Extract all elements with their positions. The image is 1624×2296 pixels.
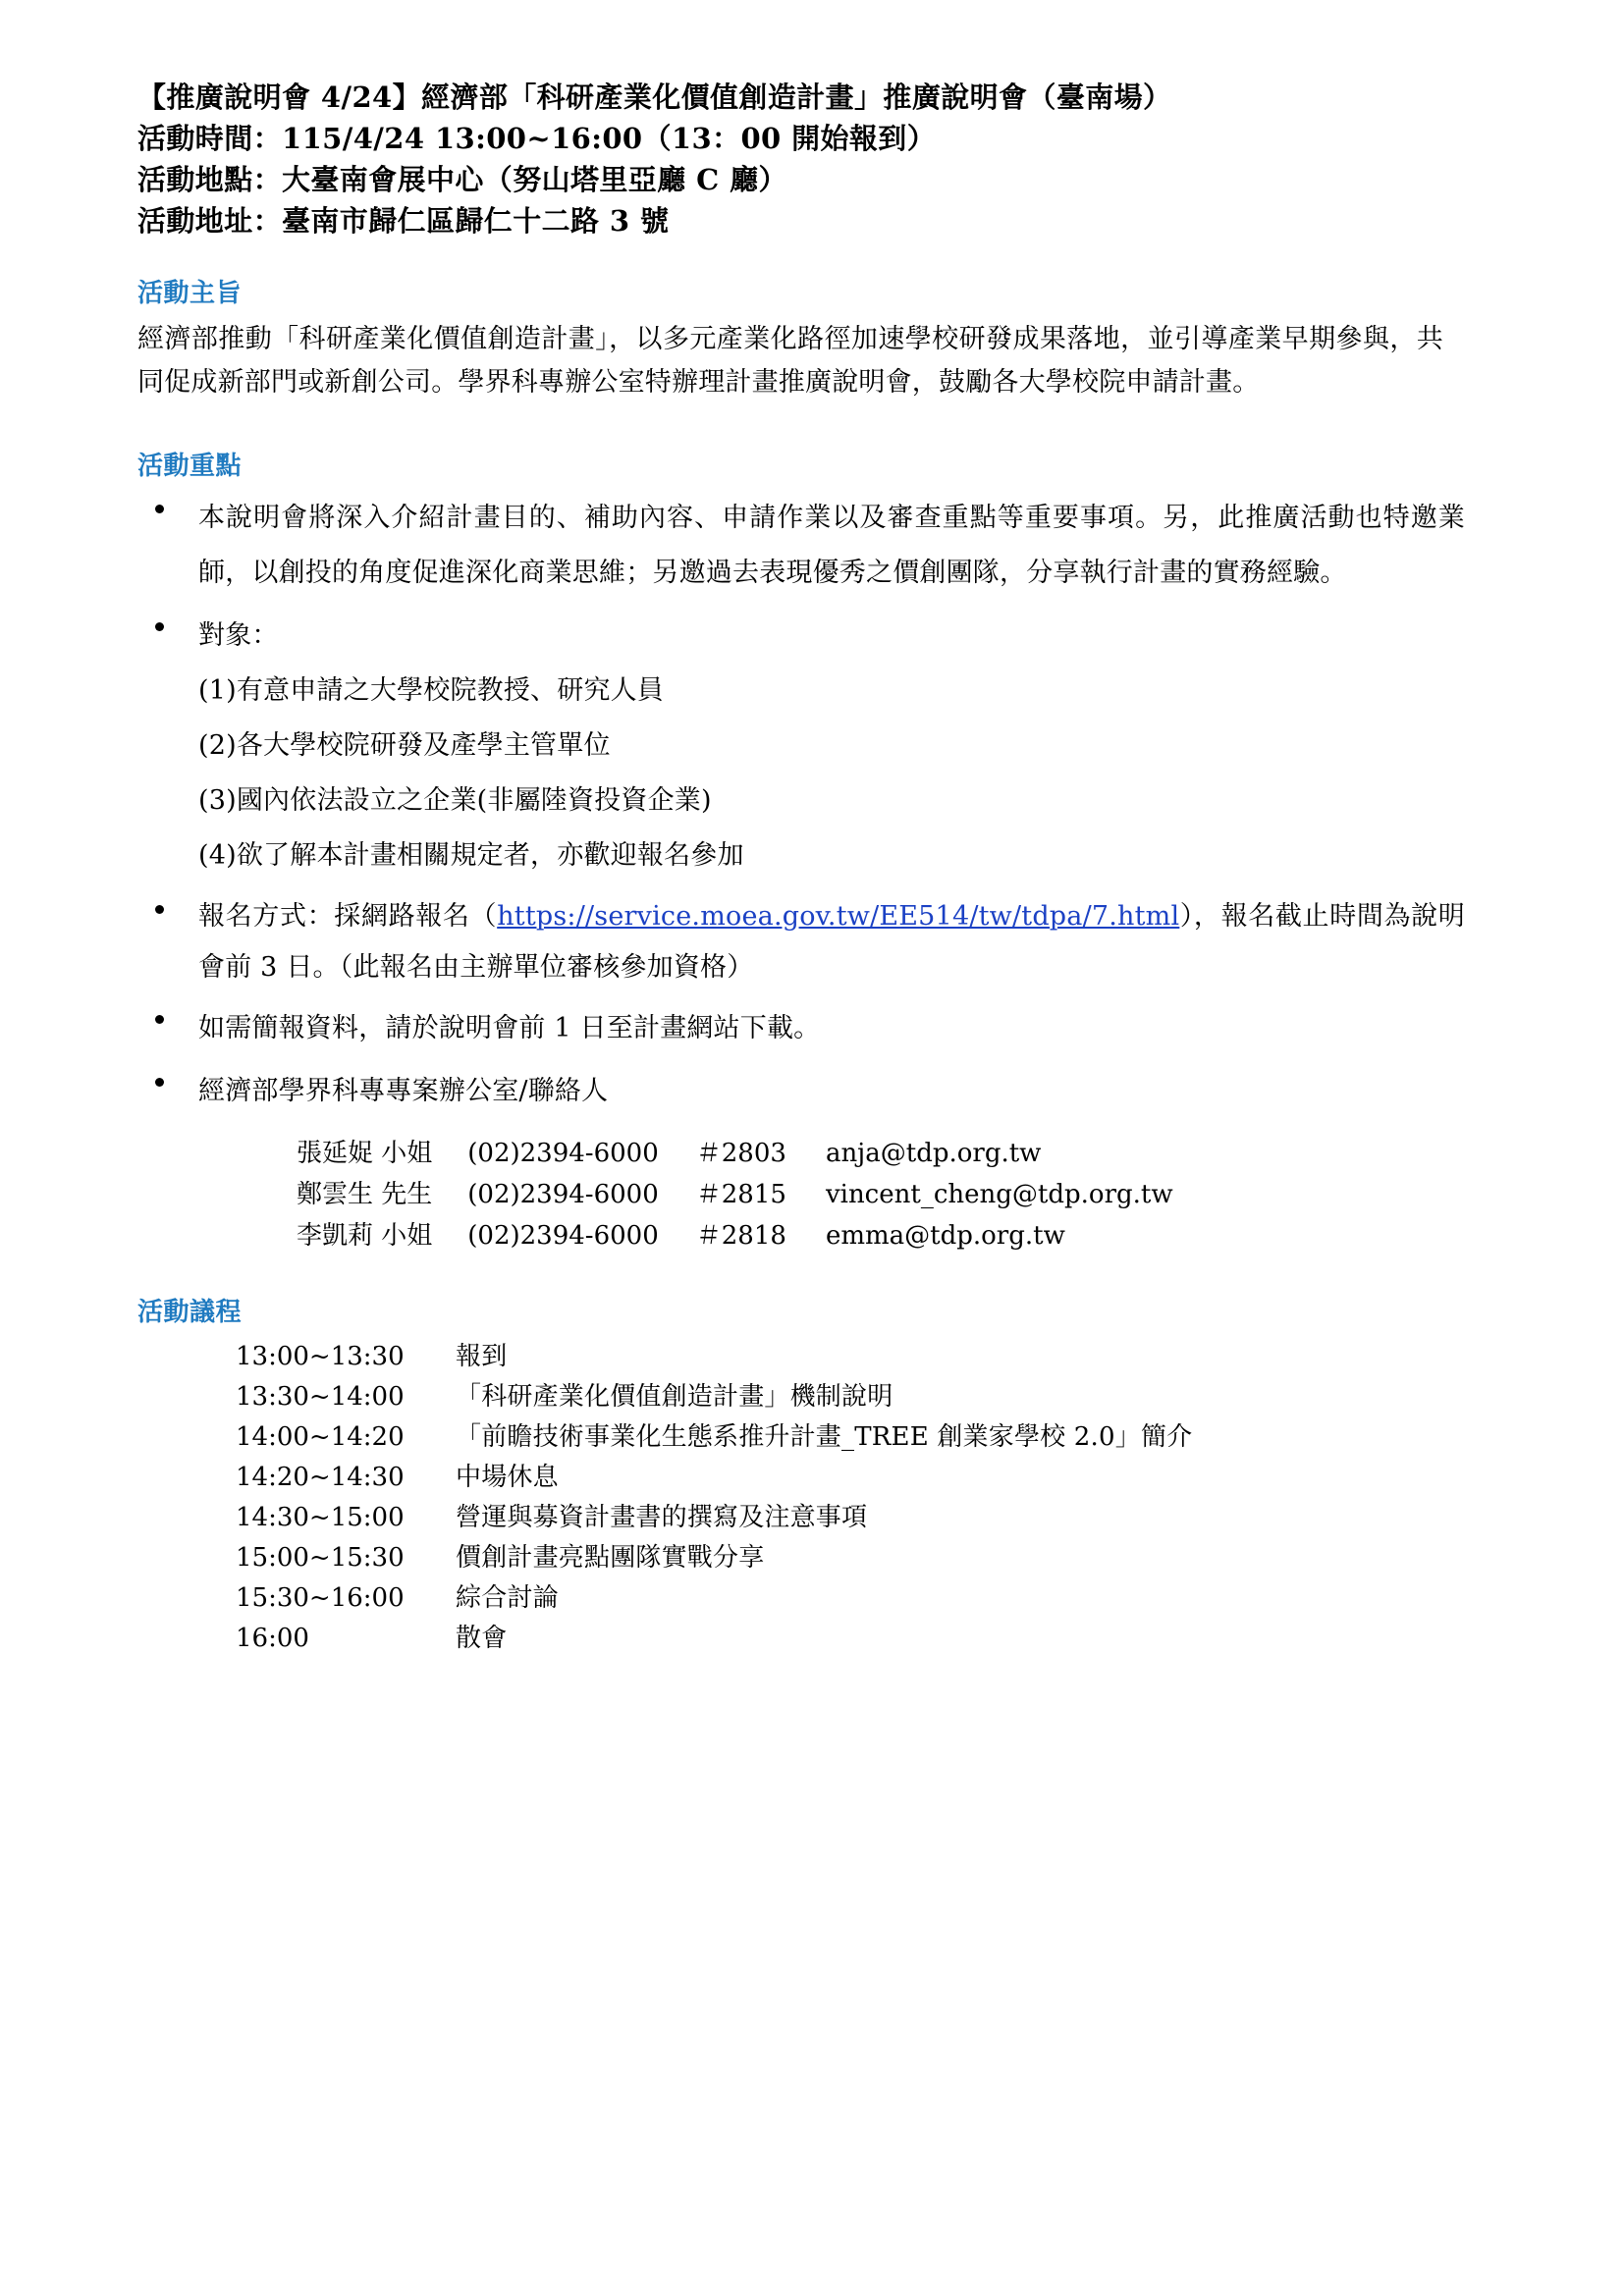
contact-ext: ＃2803 <box>695 1139 786 1168</box>
section-purpose-paragraph: 經濟部推動「科研產業化價值創造計畫」，以多元產業化路徑加速學校研發成果落地，並引導產業早期參與，共同促成新部門或新創公司。學界科專辦公室特辦理計畫推廣說明會，鼓勵各大學校院申請計畫。 <box>137 324 1443 398</box>
contact-phone: (02)2394-6000 <box>467 1139 659 1168</box>
audience-sub-list <box>198 664 1506 883</box>
agenda-time: 14:00~14:20 <box>236 1422 405 1452</box>
list-item <box>137 891 1506 993</box>
agenda-item: 報到 <box>456 1342 508 1371</box>
section-agenda <box>137 1296 1506 1659</box>
table-row <box>297 1133 1173 1174</box>
table-row <box>297 1215 1173 1256</box>
registration-link[interactable]: https://service.moea.gov.tw/EE514/tw/tdpa/7.html <box>497 901 1180 932</box>
bullet-dot-icon <box>155 1015 164 1024</box>
section-purpose <box>137 277 1506 404</box>
bullet-dot-icon <box>155 905 164 914</box>
contact-email: anja@tdp.org.tw <box>825 1139 1042 1168</box>
highlights-bullet-list <box>137 491 1506 1256</box>
agenda-time: 13:30~14:00 <box>236 1382 405 1412</box>
list-item <box>137 491 1506 601</box>
agenda-item: 價創計畫亮點團隊實戰分享 <box>456 1543 765 1573</box>
table-row <box>236 1417 1192 1458</box>
section-highlights-heading: 活動重點 <box>137 452 243 481</box>
agenda-item: 中場休息 <box>456 1463 559 1492</box>
table-row <box>236 1377 1192 1417</box>
agenda-item: 營運與募資計畫書的撰寫及注意事項 <box>456 1503 868 1532</box>
list-item: (2)各大學校院研發及產學主管單位 <box>198 730 611 761</box>
agenda-time: 16:00 <box>236 1624 309 1653</box>
table-row <box>236 1458 1192 1498</box>
event-title: 【推廣說明會 4/24】經濟部「科研產業化價值創造計畫」推廣說明會（臺南場） <box>137 80 1172 114</box>
list-item <box>137 1064 1506 1256</box>
event-address: 活動地址：臺南市歸仁區歸仁十二路 3 號 <box>137 204 670 238</box>
bullet-text: 如需簡報資料，請於說明會前 1 日至計畫網站下載。 <box>198 1013 821 1043</box>
contact-phone: (02)2394-6000 <box>467 1180 659 1209</box>
agenda-item: 綜合討論 <box>456 1583 559 1613</box>
contact-email: vincent_cheng@tdp.org.tw <box>825 1180 1173 1209</box>
spacer <box>137 1264 1506 1296</box>
bullet-dot-icon <box>155 505 164 513</box>
registration-text <box>198 891 1465 993</box>
bullet-dot-icon <box>155 622 164 631</box>
list-item: (1)有意申請之大學校院教授、研究人員 <box>198 675 665 706</box>
table-row <box>236 1578 1192 1619</box>
contact-phone: (02)2394-6000 <box>467 1221 659 1251</box>
contact-email: emma@tdp.org.tw <box>825 1221 1065 1251</box>
agenda-item: 「科研產業化價值創造計畫」機制說明 <box>456 1382 893 1412</box>
agenda-time: 13:00~13:30 <box>236 1342 405 1371</box>
list-item <box>137 1001 1506 1056</box>
section-highlights <box>137 450 1506 1256</box>
agenda-time: 14:30~15:00 <box>236 1503 405 1532</box>
agenda-item: 「前瞻技術事業化生態系推升計畫_TREE 創業家學校 2.0」簡介 <box>456 1422 1193 1452</box>
event-datetime: 活動時間：115/4/24 13:00~16:00（13：00 開始報到） <box>137 122 937 155</box>
event-venue: 活動地點：大臺南會展中心（努山塔里亞廳 C 廳） <box>137 163 787 196</box>
registration-text-before: 報名方式：採網路報名（ <box>198 901 498 932</box>
agenda-time: 14:20~14:30 <box>236 1463 405 1492</box>
list-item: (4)欲了解本計畫相關規定者，亦歡迎報名參加 <box>198 840 744 871</box>
table-row <box>236 1337 1192 1377</box>
agenda-item: 散會 <box>456 1624 508 1653</box>
bullet-text: 對象： <box>198 620 279 651</box>
event-header <box>137 77 1506 241</box>
contact-ext: ＃2818 <box>695 1221 786 1251</box>
bullet-text: 經濟部學界科專專案辦公室/聯絡人 <box>198 1076 609 1106</box>
contact-name: 李凱莉 小姐 <box>297 1221 433 1251</box>
agenda-time: 15:00~15:30 <box>236 1543 405 1573</box>
table-row <box>236 1498 1192 1538</box>
table-row <box>236 1619 1192 1659</box>
table-row <box>297 1174 1173 1215</box>
bullet-dot-icon <box>155 1078 164 1087</box>
agenda-time: 15:30~16:00 <box>236 1583 405 1613</box>
list-item <box>137 609 1506 883</box>
table-row <box>236 1538 1192 1578</box>
contact-name: 鄭雲生 先生 <box>297 1180 433 1209</box>
section-agenda-heading: 活動議程 <box>137 1298 243 1327</box>
section-purpose-heading: 活動主旨 <box>137 279 243 308</box>
contact-ext: ＃2815 <box>695 1180 786 1209</box>
registration-text-after: ），報名截止時間為說明會前 3 日。（此報名由主辦單位審核參加資格） <box>198 901 1466 983</box>
spacer <box>137 404 1506 450</box>
bullet-text: 本說明會將深入介紹計畫目的、補助內容、申請作業以及審查重點等重要事項。另，此推廣活動也特邀業師，以創投的角度促進深化商業思維；另邀過去表現優秀之價創團隊，分享執行計畫的實務經驗。 <box>198 503 1465 588</box>
contact-name: 張延娖 小姐 <box>297 1139 433 1168</box>
list-item: (3)國內依法設立之企業(非屬陸資投資企業) <box>198 785 712 816</box>
contact-table <box>297 1133 1173 1256</box>
agenda-table <box>236 1337 1192 1659</box>
